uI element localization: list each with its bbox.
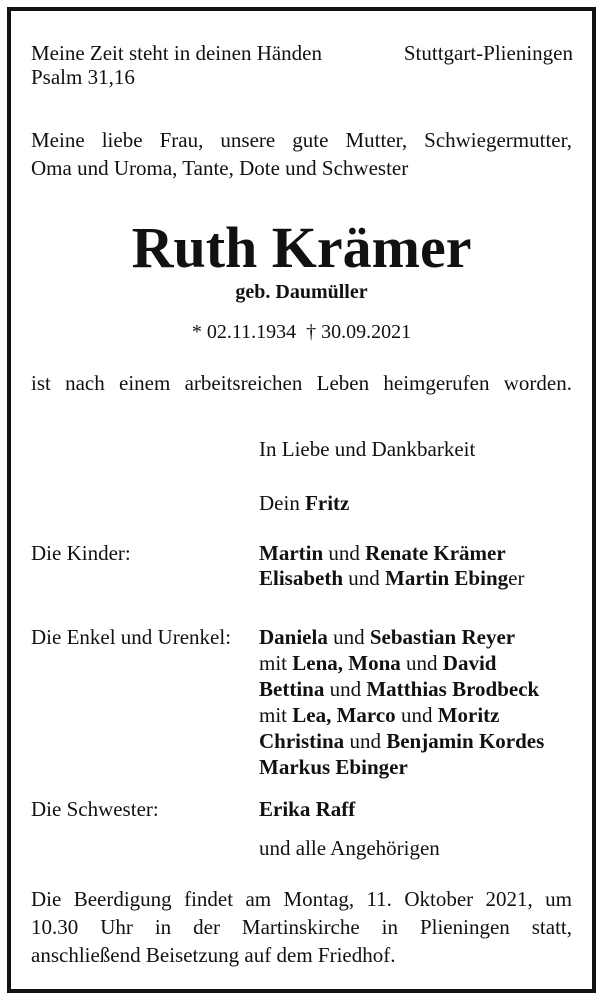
intro-line: Meine liebe Frau, unsere gute Mutter, Schwiegermutter, <box>31 128 572 152</box>
statement-paragraph <box>31 370 572 396</box>
sister-name: Erika Raff <box>259 797 356 821</box>
grandchildren-line <box>259 755 408 779</box>
conjunction: und <box>329 677 362 701</box>
conjunction: und <box>400 703 433 727</box>
spouse-prefix: Dein <box>259 491 300 515</box>
great-grandchild-names: Lena, Mona <box>292 651 401 675</box>
great-grandchild-name: Moritz <box>437 703 500 727</box>
grandchildren-line <box>259 729 544 753</box>
grandchild-name: Christina <box>259 729 345 753</box>
child-partner-name: Renate Krämer <box>365 541 506 565</box>
sister-label: Die Schwester: <box>31 797 159 821</box>
child-name: Elisabeth <box>259 566 344 590</box>
children-line <box>259 541 506 565</box>
funeral-line: Die Beerdigung findet am Montag, 11. Oktober 2021, um <box>31 887 572 911</box>
grandchildren-line <box>259 703 499 727</box>
spouse-name: Fritz <box>305 491 350 515</box>
funeral-line: anschließend Beisetzung auf dem Friedhof. <box>31 943 396 967</box>
grandchild-name: Daniela <box>259 625 328 649</box>
statement-text: ist nach einem arbeitsreichen Leben heimgerufen worden. <box>31 371 572 395</box>
with-word: mit <box>259 651 288 675</box>
relatives-text: und alle Angehörigen <box>259 836 440 860</box>
great-grandchild-name: David <box>442 651 497 675</box>
verse-reference: Psalm 31,16 <box>31 65 135 89</box>
conjunction: und <box>349 729 381 753</box>
children-label: Die Kinder: <box>31 541 131 565</box>
conjunction: und <box>328 541 360 565</box>
grandchild-partner-name: Sebastian Reyer <box>369 625 516 649</box>
place-text: Stuttgart-Plieningen <box>403 41 573 65</box>
grandchildren-line <box>259 625 515 649</box>
grandchild-name: Markus Ebinger <box>259 755 408 779</box>
children-line <box>259 566 524 590</box>
with-word: mit <box>259 703 288 727</box>
grandchildren-line <box>259 677 539 701</box>
grandchildren-line <box>259 651 496 675</box>
grandchild-partner-name: Matthias Brodbeck <box>366 677 540 701</box>
conjunction: und <box>333 625 365 649</box>
verse-text: Meine Zeit steht in deinen Händen <box>31 41 322 65</box>
life-dates: * 02.11.1934 † 30.09.2021 <box>191 321 412 343</box>
intro-paragraph <box>31 126 572 182</box>
child-name: Martin <box>259 541 324 565</box>
grandchild-name: Bettina <box>259 677 325 701</box>
funeral-line: 10.30 Uhr in der Martinskirche in Plieningen statt, <box>31 915 572 939</box>
intro-line: Oma und Uroma, Tante, Dote und Schwester <box>31 156 409 180</box>
spouse-line <box>259 491 349 515</box>
funeral-paragraph <box>31 885 572 969</box>
deceased-name: Ruth Krämer <box>131 215 472 280</box>
gratitude-text: In Liebe und Dankbarkeit <box>259 437 476 461</box>
great-grandchild-names: Lea, Marco <box>292 703 396 727</box>
sister-line <box>259 797 355 821</box>
child-partner-name: Martin Ebing <box>385 566 509 590</box>
conjunction: und <box>406 651 438 675</box>
grandchild-partner-name: Benjamin Kordes <box>386 729 545 753</box>
grandchildren-label: Die Enkel und Urenkel: <box>31 625 232 649</box>
birth-name: geb. Daumüller <box>235 281 368 303</box>
conjunction: und <box>348 566 380 590</box>
name-tail: er <box>508 566 525 590</box>
